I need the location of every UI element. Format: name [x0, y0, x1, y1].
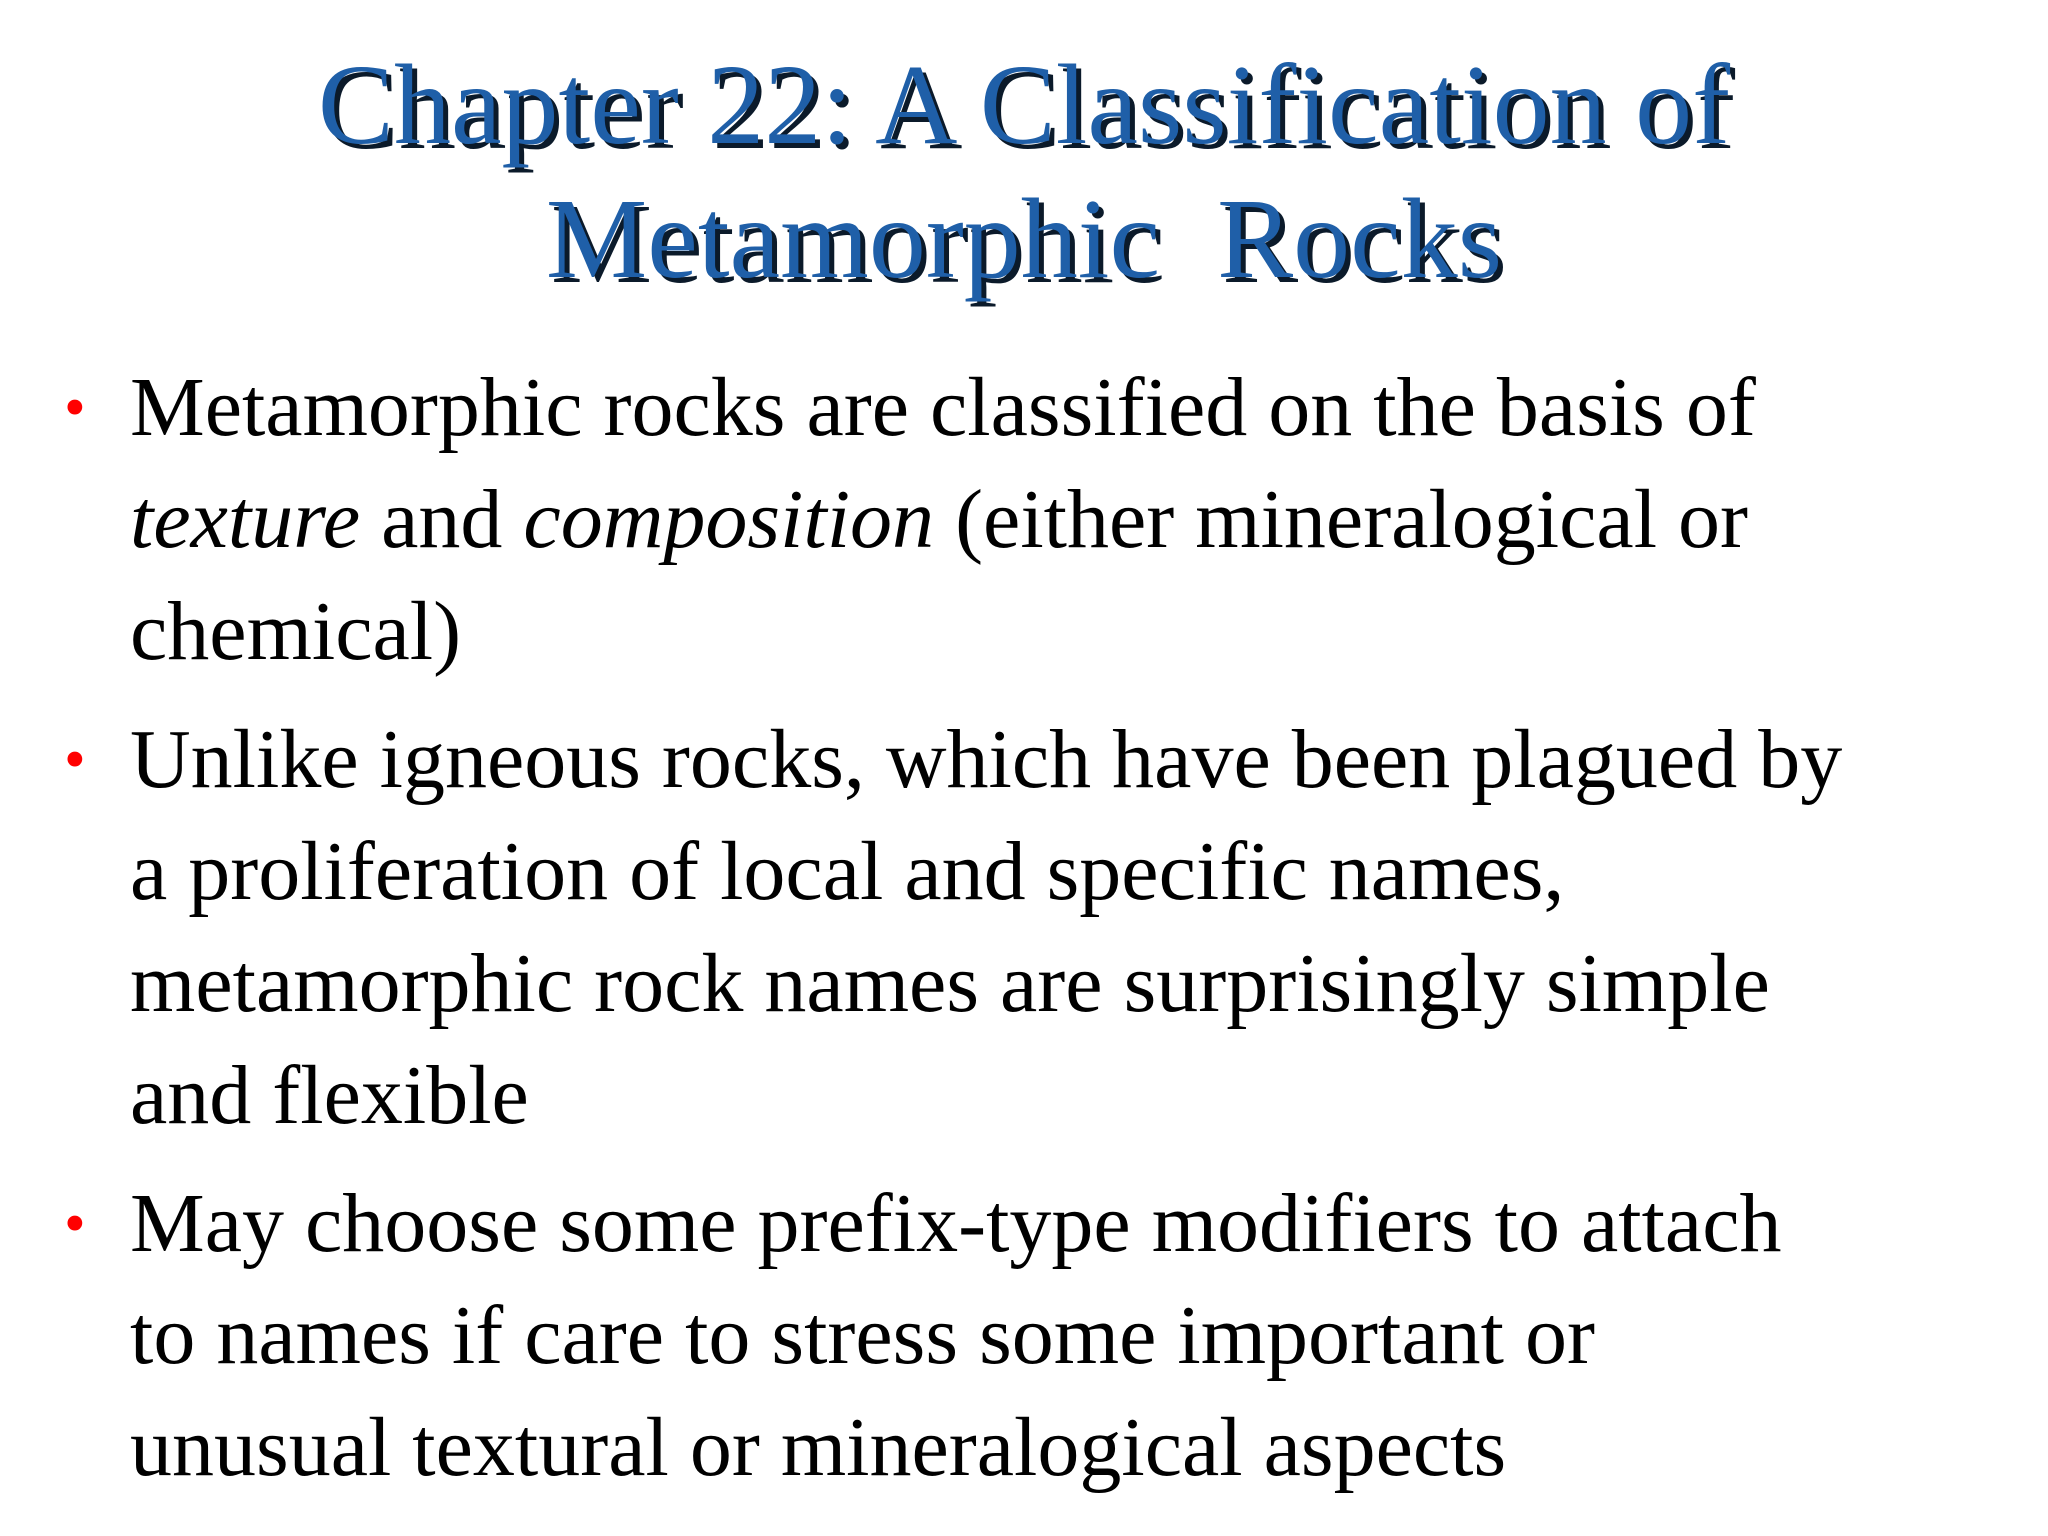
- bullet-line: Unlike igneous rocks, which have been plagued by: [130, 713, 1843, 806]
- slide-title: [0, 38, 2048, 306]
- bullet-line: a proliferation of local and specific names,: [130, 825, 1565, 918]
- bullet-line: and flexible: [130, 1049, 529, 1142]
- bullet-line: unusual textural or mineralogical aspects: [130, 1401, 1507, 1494]
- bullet-line: [130, 464, 2028, 576]
- title-line-2: Metamorphic Rocks: [545, 175, 1503, 302]
- bullet-line: metamorphic rock names are surprisingly simple: [130, 937, 1770, 1030]
- bullet-line: Metamorphic rocks are classified on the basis of: [130, 361, 1756, 454]
- bullet-dot-icon: •: [64, 726, 86, 794]
- title-line-1: Chapter 22: A Classification of: [317, 41, 1731, 168]
- emphasis-texture: texture: [130, 473, 361, 566]
- bullet-item-classification: [0, 352, 2048, 688]
- bullet-text-fragment: (either mineralogical or: [934, 473, 1749, 566]
- bullet-dot-icon: •: [64, 374, 86, 442]
- bullet-line: to names if care to stress some important or: [130, 1289, 1595, 1382]
- bullet-text-fragment: and: [360, 473, 524, 566]
- bullet-item-names: [0, 704, 2048, 1152]
- bullet-item-modifiers: [0, 1168, 2048, 1504]
- bullet-list: [0, 352, 2048, 1520]
- bullet-line: chemical): [130, 585, 462, 678]
- emphasis-composition: composition: [523, 473, 935, 566]
- bullet-dot-icon: •: [64, 1190, 86, 1258]
- bullet-line: May choose some prefix-type modifiers to attach: [130, 1177, 1782, 1270]
